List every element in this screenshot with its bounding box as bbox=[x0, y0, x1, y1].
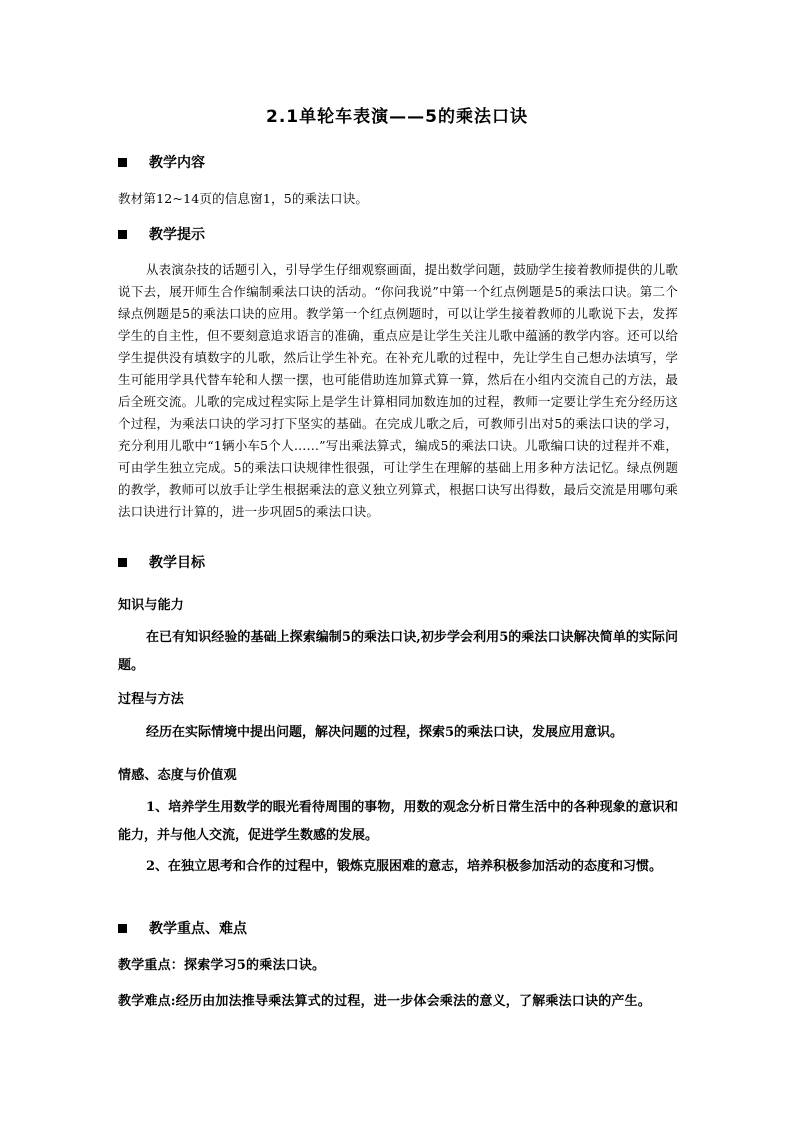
content-text: 教材第12~14页的信息窗1，5的乘法口诀。 bbox=[118, 191, 369, 206]
section-heading-label: 教学提示 bbox=[149, 227, 205, 243]
section-heading-label: 教学重点、难点 bbox=[149, 921, 247, 937]
section-heading-key-points bbox=[118, 918, 247, 938]
process-text: 经历在实际情境中提出问题，解决问题的过程，探索5的乘法口诀，发展应用意识。 bbox=[146, 725, 624, 740]
square-bullet-icon bbox=[118, 158, 127, 167]
hints-paragraph: 从表演杂技的话题引入，引导学生仔细观察画面，提出数学问题，鼓励学生接着教师提供的儿歌说下去，展开师生合作编制乘法口诀的活动。“你问我说”中第一个红点例题是5的乘法口诀。第二个绿点例题是5的乘法口诀的应用。教学第一个红点例题时，可以让学生接着教师的儿歌说下去，发挥学生的自主性，但不要刻意追求语言的准确，重点应是让学生关注儿歌中蕴涵的教学内容。还可以给学生提供没有填数字的儿歌，然后让学生补充。在补充儿歌的过程中，先让学生自己想办法填写，学生可能用学具代替车轮和人摆一摆，也可能借助连加算式算一算，然后在小组内交流自己的方法，最后全班交流。儿歌的完成过程实际上是学生计算相同加数连加的过程，教师一定要让学生充分经历这个过程，为乘法口诀的学习打下坚实的基础。在完成儿歌之后，可教师引出对5的乘法口诀的学习，充分利用儿歌中“1辆小车5个人……”写出乘法算式，编成5的乘法口诀。儿歌编口诀的过程并不难，可由学生独立完成。5的乘法口诀规律性很强，可让学生在理解的基础上用多种方法记忆。绿点例题的教学，教师可以放手让学生根据乘法的意义独立列算式，根据口诀写出得数，最后交流是用哪句乘法口诀进行计算的，进一步巩固5的乘法口诀。 bbox=[118, 262, 678, 519]
key-point-text: 教学重点：探索学习5的乘法口诀。 bbox=[118, 958, 326, 973]
square-bullet-icon bbox=[118, 230, 127, 239]
section-heading-label: 教学内容 bbox=[149, 155, 205, 171]
knowledge-text: 在已有知识经验的基础上探索编制5的乘法口诀,初步学会利用5的乘法口诀解决简单的实际问题。 bbox=[118, 630, 678, 673]
attitude-item-2: 2、在独立思考和合作的过程中，锻炼克服困难的意志，培养积极参加活动的态度和习惯。 bbox=[146, 859, 663, 874]
attitude-label: 情感、态度与价值观 bbox=[118, 768, 237, 783]
difficulty-text: 教学难点:经历由加法推导乘法算式的过程，进一步体会乘法的意义，了解乘法口诀的产生。 bbox=[118, 994, 651, 1009]
knowledge-label: 知识与能力 bbox=[118, 598, 185, 613]
page-title: 2.1单轮车表演——5的乘法口诀 bbox=[266, 107, 528, 127]
section-heading-label: 教学目标 bbox=[149, 555, 205, 571]
section-heading-goals bbox=[118, 552, 205, 572]
square-bullet-icon bbox=[118, 924, 127, 933]
process-label: 过程与方法 bbox=[118, 692, 185, 707]
attitude-item-1: 1、培养学生用数学的眼光看待周围的事物，用数的观念分析日常生活中的各种现象的意识和能力，并与他人交流，促进学生数感的发展。 bbox=[118, 800, 678, 843]
square-bullet-icon bbox=[118, 558, 127, 567]
section-heading-content bbox=[118, 152, 205, 172]
section-heading-hints bbox=[118, 224, 205, 244]
